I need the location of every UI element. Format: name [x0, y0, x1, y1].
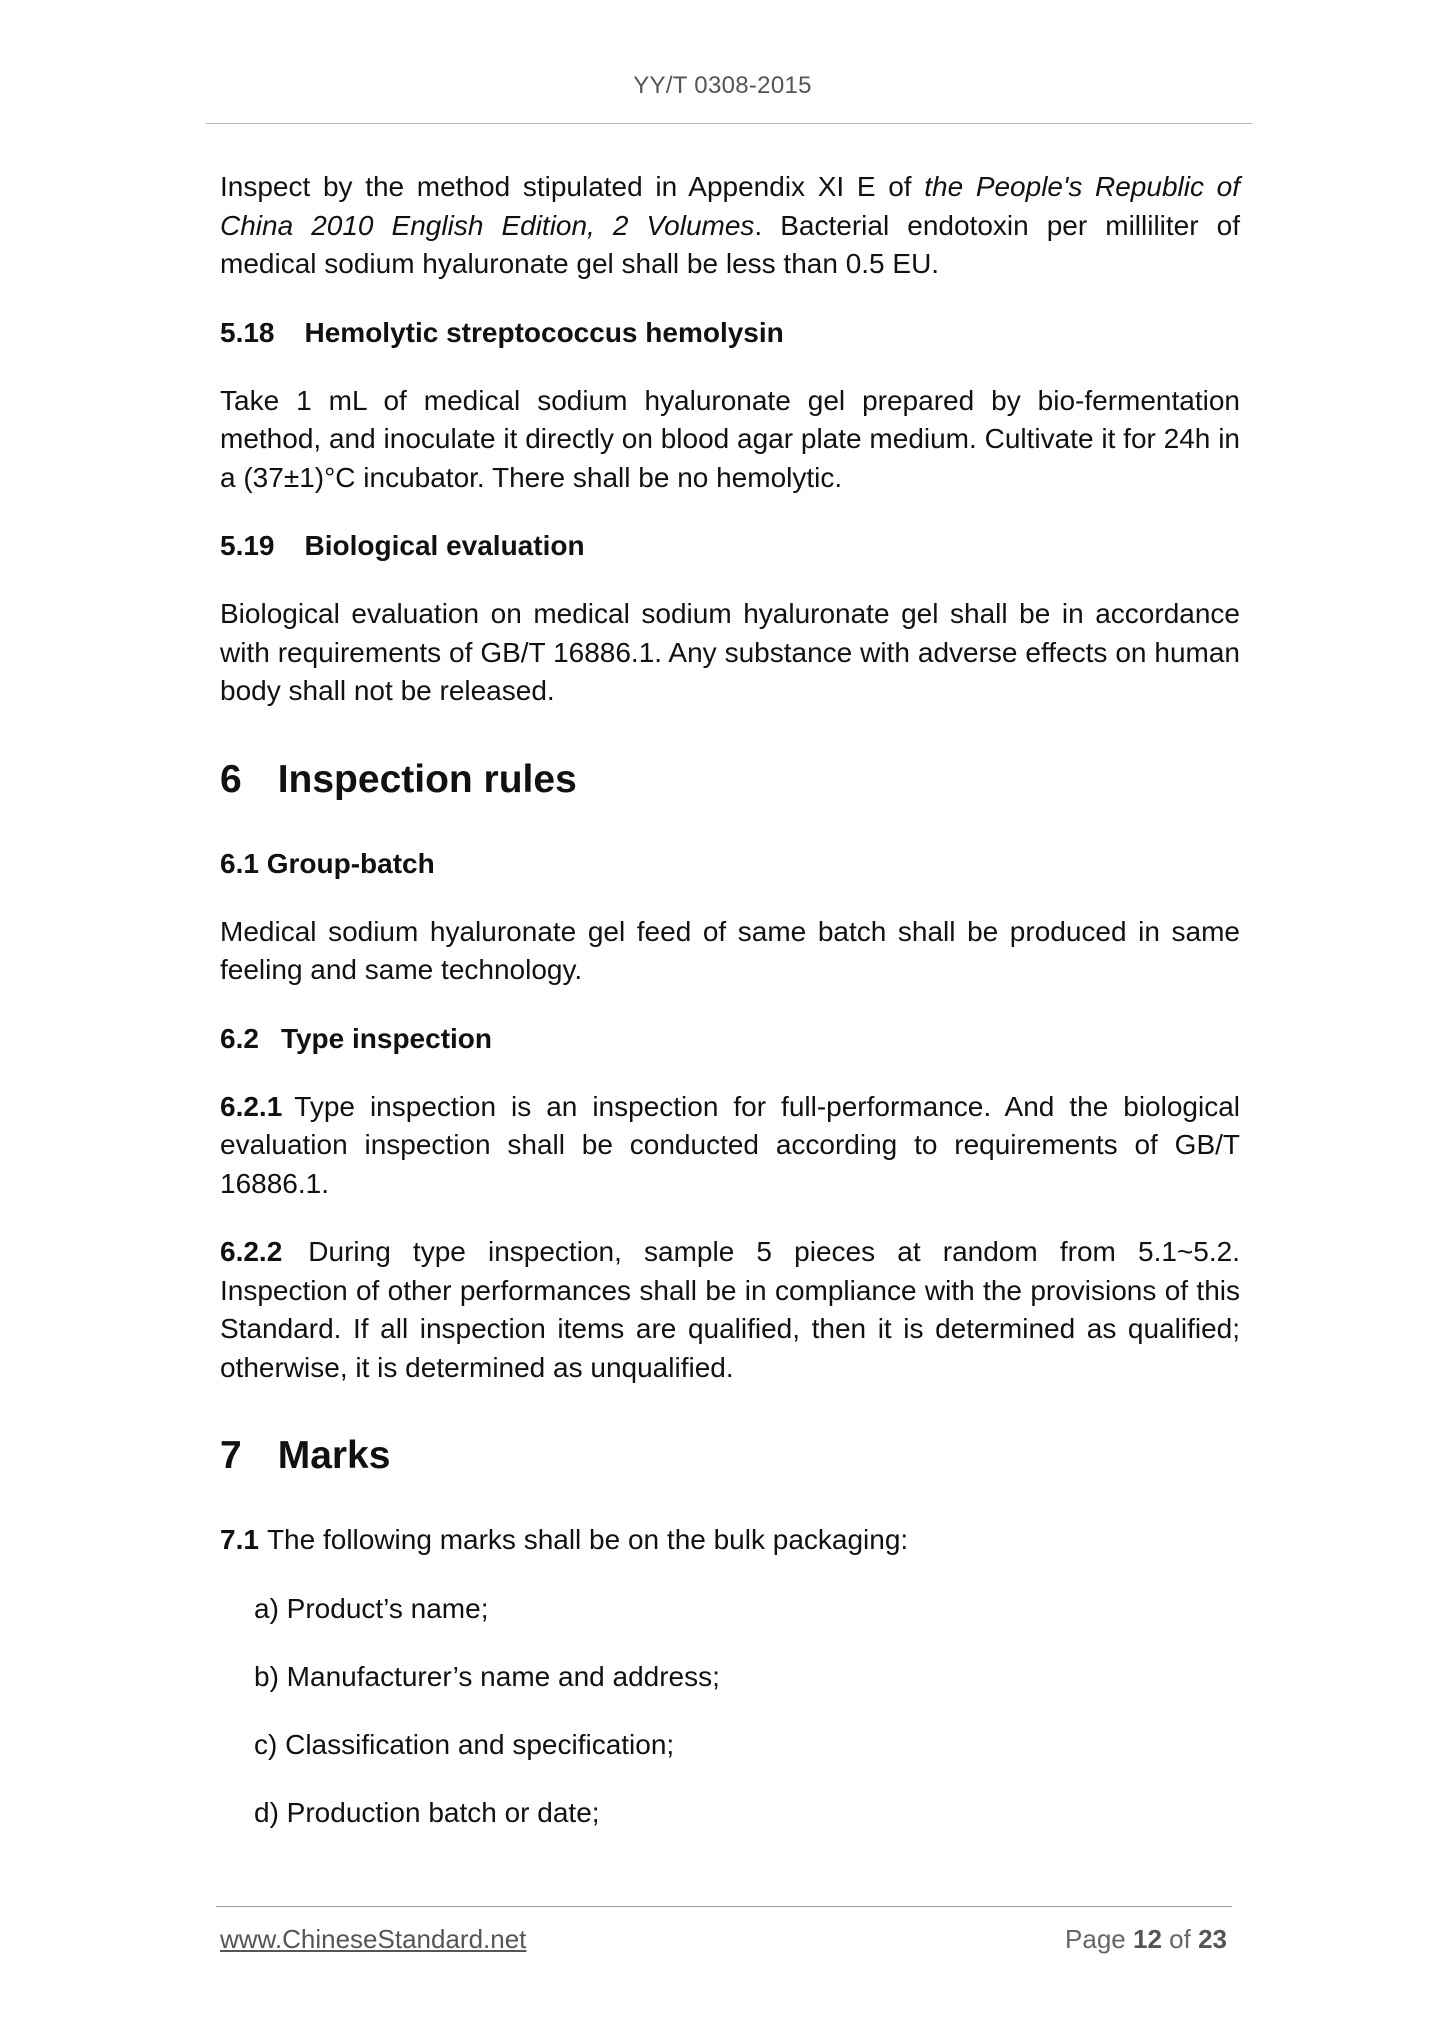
footer-divider — [216, 1906, 1232, 1907]
list-item: d) Production batch or date; — [254, 1796, 600, 1828]
page-current: 12 — [1133, 1924, 1162, 1954]
list-item: b) Manufacturer’s name and address; — [254, 1660, 720, 1692]
heading-6-number: 6 — [220, 757, 242, 801]
heading-5-18-title: Hemolytic streptococcus hemolysin — [304, 316, 784, 348]
heading-5-18-number: 5.18 — [220, 316, 275, 348]
clause-6-2-1-text: Type inspection is an inspection for full-performance. And the biological evaluation inspection shall be conducted according to requirements of GB/T 16886.1. — [220, 1090, 1240, 1199]
page-total: 23 — [1198, 1924, 1227, 1954]
list-item: c) Classification and specification; — [254, 1728, 675, 1760]
heading-7-number: 7 — [220, 1434, 242, 1477]
heading-6-1 — [220, 845, 1240, 883]
paragraph-6-2-1 — [220, 1088, 1240, 1204]
paragraph-6-2-2 — [220, 1233, 1240, 1387]
endotoxin-paragraph — [220, 168, 1240, 284]
endotoxin-reference: the People's Republic of China 2010 English Edition, 2 Volumes — [220, 171, 1240, 241]
heading-7-title: Marks — [277, 1434, 391, 1477]
heading-5-19-number: 5.19 — [220, 530, 275, 561]
page-of-label: of — [1169, 1924, 1191, 1954]
clause-7-1-text: The following marks shall be on the bulk packaging: — [266, 1524, 909, 1555]
heading-6-title: Inspection rules — [277, 757, 577, 801]
paragraph-5-19: Biological evaluation on medical sodium hyaluronate gel shall be in accordance with requirements of GB/T 16886.1. Any substance with adverse effects on human body shall not be released. — [220, 598, 1240, 706]
heading-5-18 — [220, 314, 1240, 352]
page-label: Page — [1065, 1924, 1126, 1954]
heading-6-2 — [220, 1020, 1240, 1058]
heading-7 — [220, 1433, 1240, 1479]
heading-6-2-number: 6.2 — [220, 1022, 259, 1054]
heading-5-19 — [220, 527, 1240, 565]
heading-6-1-title: Group-batch — [266, 847, 435, 879]
paragraph-7-1 — [220, 1521, 1240, 1560]
heading-6 — [220, 757, 1240, 803]
page-number — [1065, 1924, 1227, 1955]
page-content — [220, 168, 1240, 1862]
list-item: a) Product’s name; — [254, 1592, 489, 1624]
clause-7-1-number: 7.1 — [220, 1524, 259, 1555]
header-divider — [206, 123, 1252, 124]
clause-6-2-1-number: 6.2.1 — [220, 1090, 283, 1122]
heading-6-2-title: Type inspection — [280, 1022, 493, 1054]
endotoxin-text-1: Inspect by the method stipulated in Appendix XI E of — [220, 171, 925, 202]
heading-6-1-number: 6.1 — [220, 847, 259, 879]
paragraph-6-1: Medical sodium hyaluronate gel feed of same batch shall be produced in same feeling and same technology. — [220, 915, 1240, 985]
website-link[interactable]: www.ChineseStandard.net — [220, 1924, 527, 1954]
clause-6-2-2-number: 6.2.2 — [220, 1236, 283, 1267]
clause-6-2-2-text: During type inspection, sample 5 pieces at random from 5.1~5.2. Inspection of other performances shall be in compliance with the provisions of this Standard. If all inspection items are qualified, then it is determined as qualified; otherwise, it is determined as unqualified. — [220, 1236, 1240, 1383]
heading-5-19-title: Biological evaluation — [304, 530, 585, 561]
endotoxin-text-2: . Bacterial endotoxin per milliliter of medical sodium hyaluronate gel shall be less than 0.5 EU. — [220, 209, 1240, 279]
document-header: YY/T 0308-2015 — [633, 72, 812, 99]
paragraph-5-18: Take 1 mL of medical sodium hyaluronate gel prepared by bio-fermentation method, and inoculate it directly on blood agar plate medium. Cultivate it for 24h in a (37±1)°C incubator. There shall be no hemolytic. — [220, 384, 1240, 493]
